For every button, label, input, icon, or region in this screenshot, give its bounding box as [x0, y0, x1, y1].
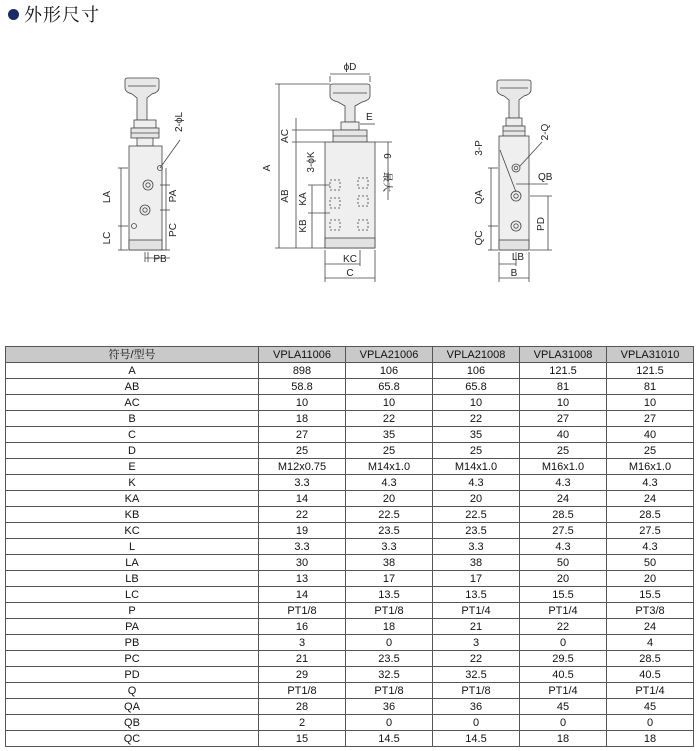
row-value: 27.5 [520, 523, 607, 539]
row-value: 58.8 [259, 379, 346, 395]
row-value: 106 [346, 363, 433, 379]
dim-E: E [366, 112, 373, 123]
dim-PD: PD [536, 217, 547, 231]
table-row [6, 491, 694, 507]
dimension-table [5, 346, 694, 747]
table-row [6, 603, 694, 619]
row-symbol: KA [6, 491, 259, 507]
row-value: 0 [346, 635, 433, 651]
row-value: M16x1.0 [607, 459, 694, 475]
row-value: 10 [520, 395, 607, 411]
row-value: 25 [433, 443, 520, 459]
row-value: 25 [259, 443, 346, 459]
row-value: 20 [607, 571, 694, 587]
dim-QA: QA [474, 189, 485, 205]
header-model: VPLA31010 [607, 347, 694, 363]
row-value: 17 [433, 571, 520, 587]
row-symbol: E [6, 459, 259, 475]
row-value: 13.5 [433, 587, 520, 603]
row-value: 22 [520, 619, 607, 635]
row-value: PT1/8 [259, 603, 346, 619]
table-row [6, 475, 694, 491]
dim-KB: KB [298, 219, 309, 233]
row-value: 4.3 [520, 475, 607, 491]
row-value: 50 [607, 555, 694, 571]
dim-PA: PA [168, 189, 179, 203]
row-value: M14x1.0 [346, 459, 433, 475]
row-symbol: QB [6, 715, 259, 731]
row-value: 23.5 [433, 523, 520, 539]
row-value: 27.5 [607, 523, 694, 539]
row-symbol: KC [6, 523, 259, 539]
row-value: 14 [259, 587, 346, 603]
row-value: 38 [346, 555, 433, 571]
row-value: 4 [607, 635, 694, 651]
row-value: 21 [433, 619, 520, 635]
row-value: 81 [607, 379, 694, 395]
row-value: 2 [259, 715, 346, 731]
row-value: 25 [520, 443, 607, 459]
row-symbol: AB [6, 379, 259, 395]
row-value: 121.5 [607, 363, 694, 379]
dim-AB: AB [280, 189, 291, 203]
row-value: 40 [520, 427, 607, 443]
row-value: 14.5 [433, 731, 520, 747]
dim-LA: LA [102, 190, 113, 204]
row-value: 898 [259, 363, 346, 379]
row-value: 35 [433, 427, 520, 443]
row-symbol: LB [6, 571, 259, 587]
row-value: 27 [520, 411, 607, 427]
row-value: 22 [346, 411, 433, 427]
table-row [6, 619, 694, 635]
row-value: PT1/4 [520, 683, 607, 699]
header-model: VPLA21008 [433, 347, 520, 363]
row-value: 3.3 [259, 539, 346, 555]
dim-KA: KA [298, 192, 309, 206]
row-value: 27 [607, 411, 694, 427]
row-value: 18 [520, 731, 607, 747]
row-symbol: A [6, 363, 259, 379]
valve-view-left [102, 78, 185, 265]
row-symbol: Q [6, 683, 259, 699]
row-value: 0 [520, 715, 607, 731]
table-row [6, 731, 694, 747]
header-model: VPLA11006 [259, 347, 346, 363]
dim-3P: 3-P [474, 140, 485, 156]
row-value: 20 [433, 491, 520, 507]
row-symbol: L [6, 539, 259, 555]
row-symbol: PD [6, 667, 259, 683]
row-value: 24 [607, 491, 694, 507]
row-value: 3 [259, 635, 346, 651]
dim-PC: PC [168, 223, 179, 237]
row-value: M12x0.75 [259, 459, 346, 475]
row-value: 18 [607, 731, 694, 747]
section-title-text: 外形尺寸 [24, 5, 100, 26]
row-value: PT1/4 [433, 603, 520, 619]
row-value: 27 [259, 427, 346, 443]
row-symbol: QA [6, 699, 259, 715]
table-row [6, 651, 694, 667]
table-row [6, 587, 694, 603]
header-symbol-model: 符号/型号 [6, 347, 259, 363]
row-symbol: P [6, 603, 259, 619]
row-value: 36 [433, 699, 520, 715]
row-value: 15 [259, 731, 346, 747]
row-symbol: B [6, 411, 259, 427]
table-row [6, 507, 694, 523]
row-value: M14x1.0 [433, 459, 520, 475]
dim-2Q: 2-Q [540, 123, 551, 141]
row-value: 30 [259, 555, 346, 571]
row-value: PT3/8 [607, 603, 694, 619]
row-value: 28.5 [607, 651, 694, 667]
dim-6: 6 [381, 153, 392, 159]
table-row [6, 427, 694, 443]
row-value: 65.8 [433, 379, 520, 395]
row-value: PT1/8 [259, 683, 346, 699]
row-value: 40 [607, 427, 694, 443]
row-value: 3.3 [346, 539, 433, 555]
row-value: 28 [259, 699, 346, 715]
row-value: 10 [433, 395, 520, 411]
row-value: 22 [433, 411, 520, 427]
row-value: 0 [520, 635, 607, 651]
row-value: PT1/8 [346, 603, 433, 619]
table-row [6, 411, 694, 427]
row-symbol: LC [6, 587, 259, 603]
row-value: 81 [520, 379, 607, 395]
row-value: 3.3 [259, 475, 346, 491]
row-value: 20 [346, 491, 433, 507]
row-value: 38 [433, 555, 520, 571]
row-value: M16x1.0 [520, 459, 607, 475]
row-symbol: AC [6, 395, 259, 411]
row-symbol: C [6, 427, 259, 443]
row-symbol: LA [6, 555, 259, 571]
dim-KC: KC [343, 254, 357, 265]
row-value: 121.5 [520, 363, 607, 379]
table-row [6, 715, 694, 731]
row-value: 22.5 [346, 507, 433, 523]
row-value: 23.5 [346, 651, 433, 667]
table-row [6, 379, 694, 395]
dim-LC: LC [102, 231, 113, 245]
row-value: 19 [259, 523, 346, 539]
row-value: 29 [259, 667, 346, 683]
table-row [6, 667, 694, 683]
row-value: 10 [259, 395, 346, 411]
row-value: 24 [607, 619, 694, 635]
row-value: 45 [607, 699, 694, 715]
row-value: 10 [607, 395, 694, 411]
row-value: 21 [259, 651, 346, 667]
row-value: 24 [520, 491, 607, 507]
row-symbol: K [6, 475, 259, 491]
row-value: 4.3 [520, 539, 607, 555]
table-row [6, 571, 694, 587]
row-value: 14.5 [346, 731, 433, 747]
row-symbol: PC [6, 651, 259, 667]
table-header-row [6, 347, 694, 363]
row-value: PT1/8 [346, 683, 433, 699]
table-row [6, 395, 694, 411]
row-symbol: QC [6, 731, 259, 747]
row-value: 40.5 [520, 667, 607, 683]
row-value: 45 [520, 699, 607, 715]
row-value: 18 [259, 411, 346, 427]
row-value: 25 [346, 443, 433, 459]
dim-LB: LB [511, 252, 525, 263]
row-symbol: KB [6, 507, 259, 523]
row-value: 3.3 [433, 539, 520, 555]
row-symbol: PB [6, 635, 259, 651]
table-row [6, 683, 694, 699]
table-row [6, 635, 694, 651]
dim-QC: QC [474, 230, 485, 246]
row-value: 28.5 [520, 507, 607, 523]
valve-view-middle [262, 62, 394, 282]
valve-view-right [474, 80, 553, 282]
table-row [6, 539, 694, 555]
row-value: 50 [520, 555, 607, 571]
dim-B: B [510, 268, 518, 279]
row-value: 15.5 [520, 587, 607, 603]
header-model: VPLA21006 [346, 347, 433, 363]
row-value: 29.5 [520, 651, 607, 667]
dim-2L: 2-ϕL [174, 111, 185, 133]
row-value: 14 [259, 491, 346, 507]
row-value: PT1/4 [520, 603, 607, 619]
row-value: 4.3 [433, 475, 520, 491]
row-value: 4.3 [607, 539, 694, 555]
row-value: 18 [346, 619, 433, 635]
row-value: 0 [433, 715, 520, 731]
row-symbol: PA [6, 619, 259, 635]
table-row [6, 363, 694, 379]
row-value: 25 [607, 443, 694, 459]
row-value: 35 [346, 427, 433, 443]
table-row [6, 523, 694, 539]
row-value: PT1/4 [607, 683, 694, 699]
table-row [6, 555, 694, 571]
row-value: 65.8 [346, 379, 433, 395]
row-value: 4.3 [607, 475, 694, 491]
table-row [6, 443, 694, 459]
row-value: 17 [346, 571, 433, 587]
row-value: 22 [433, 651, 520, 667]
dim-A: A [262, 164, 273, 172]
row-value: 22.5 [433, 507, 520, 523]
row-value: 32.5 [346, 667, 433, 683]
dim-C: C [346, 268, 354, 279]
row-value: 0 [607, 715, 694, 731]
row-value: 28.5 [607, 507, 694, 523]
row-value: 106 [433, 363, 520, 379]
row-value: 16 [259, 619, 346, 635]
row-value: 40.5 [607, 667, 694, 683]
table-row [6, 699, 694, 715]
dim-PB: PB [153, 254, 167, 265]
table-body [6, 363, 694, 747]
table-row [6, 459, 694, 475]
dim-D: ϕD [343, 62, 357, 73]
row-value: 13.5 [346, 587, 433, 603]
row-value: 23.5 [346, 523, 433, 539]
dim-AC: AC [280, 129, 291, 143]
row-value: 32.5 [433, 667, 520, 683]
row-value: 0 [346, 715, 433, 731]
row-value: 10 [346, 395, 433, 411]
dim-max: 最大 [381, 172, 392, 192]
row-value: 3 [433, 635, 520, 651]
row-value: 15.5 [607, 587, 694, 603]
dim-QB: QB [538, 172, 553, 183]
dimension-drawing [0, 0, 698, 340]
row-symbol: D [6, 443, 259, 459]
header-model: VPLA31008 [520, 347, 607, 363]
row-value: 13 [259, 571, 346, 587]
row-value: 4.3 [346, 475, 433, 491]
row-value: 20 [520, 571, 607, 587]
row-value: 36 [346, 699, 433, 715]
row-value: PT1/8 [433, 683, 520, 699]
row-value: 22 [259, 507, 346, 523]
dim-3K: 3-ϕK [306, 151, 317, 173]
